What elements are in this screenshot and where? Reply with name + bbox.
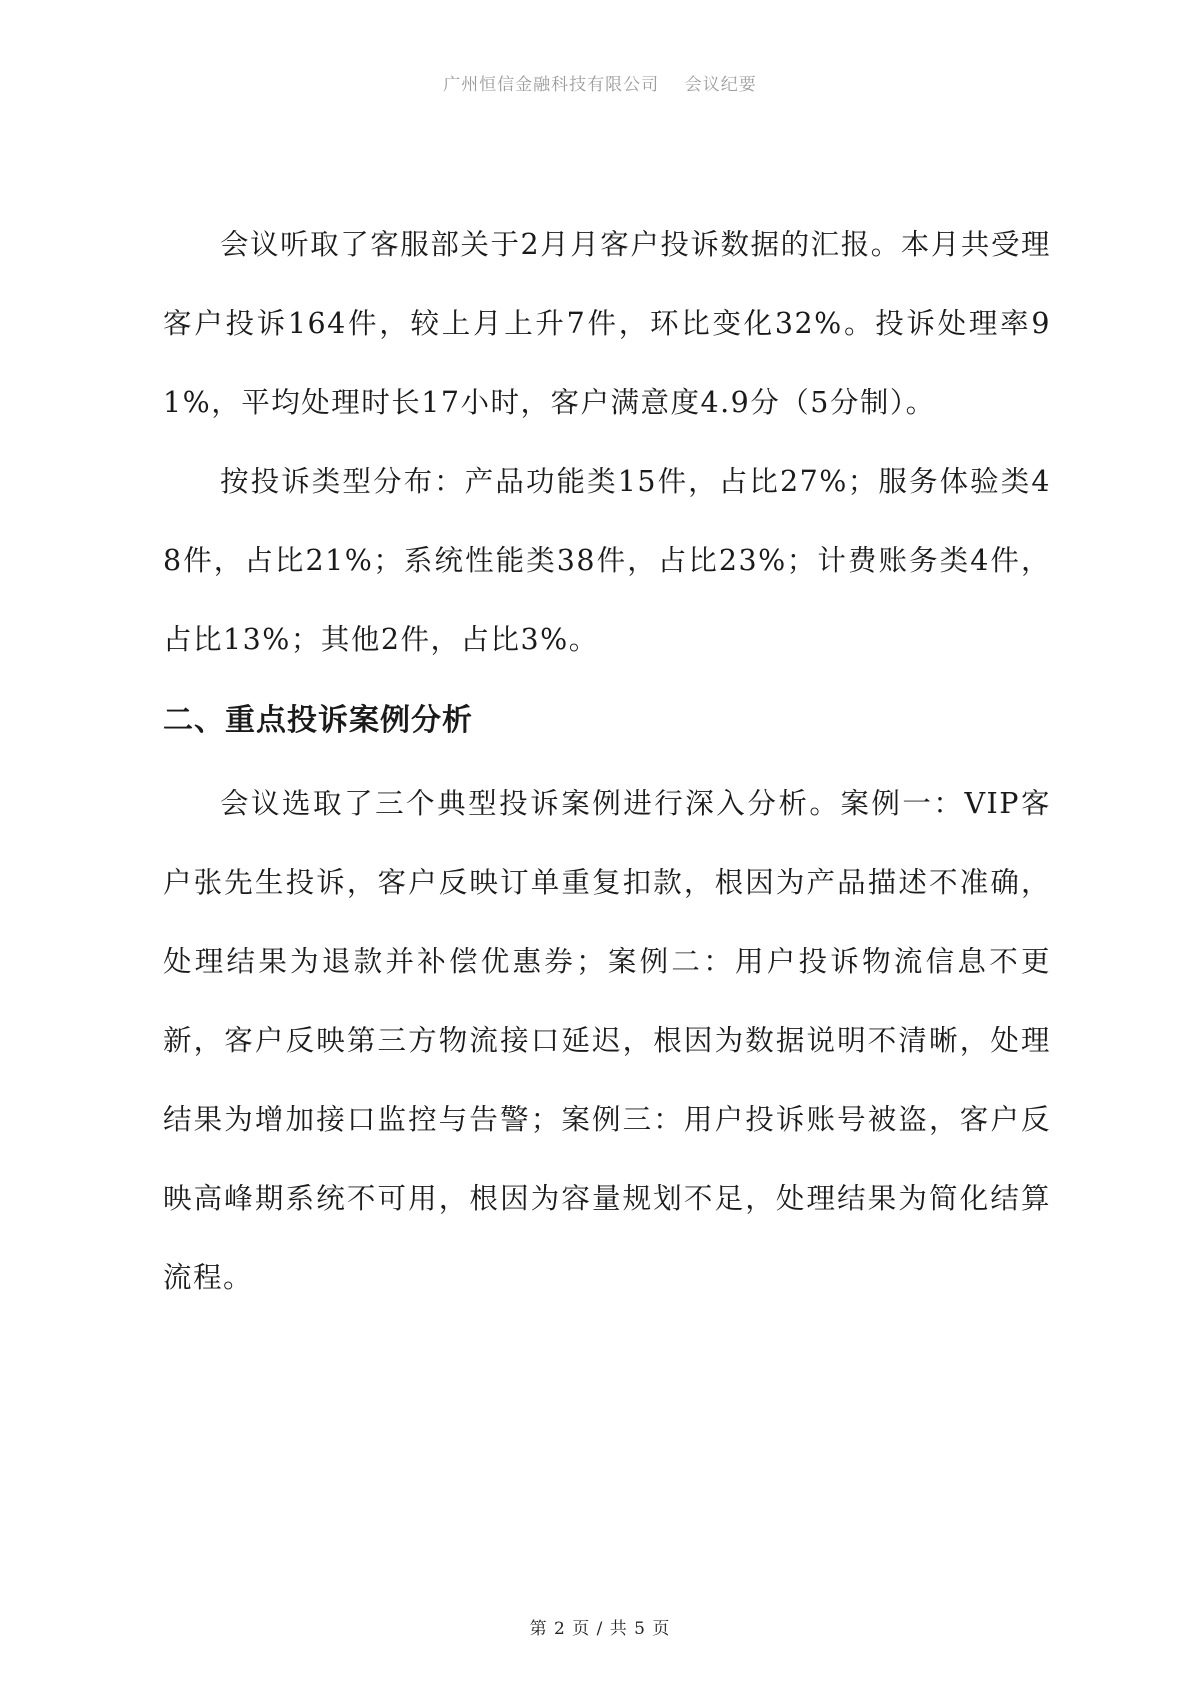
paragraph-complaint-types: 按投诉类型分布：产品功能类15件，占比27%；服务体验类48件，占比21%；系统性能类38件，占比23%；计费账务类4件，占比13%；其他2件，占比3%。 — [163, 465, 1051, 656]
running-header: 广州恒信金融科技有限公司 会议纪要 — [443, 75, 757, 95]
page-number-footer: 第 2 页 / 共 5 页 — [529, 1619, 671, 1639]
paragraph-case-analysis: 会议选取了三个典型投诉案例进行深入分析。案例一：VIP客户张先生投诉，客户反映订单重复扣款，根因为产品描述不准确，处理结果为退款并补偿优惠券；案例二：用户投诉物流信息不更新，客户反映第三方物流接口延迟，根因为数据说明不清晰，处理结果为增加接口监控与告警；案例三：用户投诉账号被盗，客户反映高峰期系统不可用，根因为容量规划不足，处理结果为简化结算流程。 — [163, 787, 1051, 1294]
paragraph-complaint-summary: 会议听取了客服部关于2月月客户投诉数据的汇报。本月共受理客户投诉164件，较上月上升7件，环比变化32%。投诉处理率91%，平均处理时长17小时，客户满意度4.9分（5分制）。 — [163, 228, 1051, 419]
section-heading: 二、重点投诉案例分析 — [163, 703, 473, 738]
document-body — [163, 205, 1051, 1317]
